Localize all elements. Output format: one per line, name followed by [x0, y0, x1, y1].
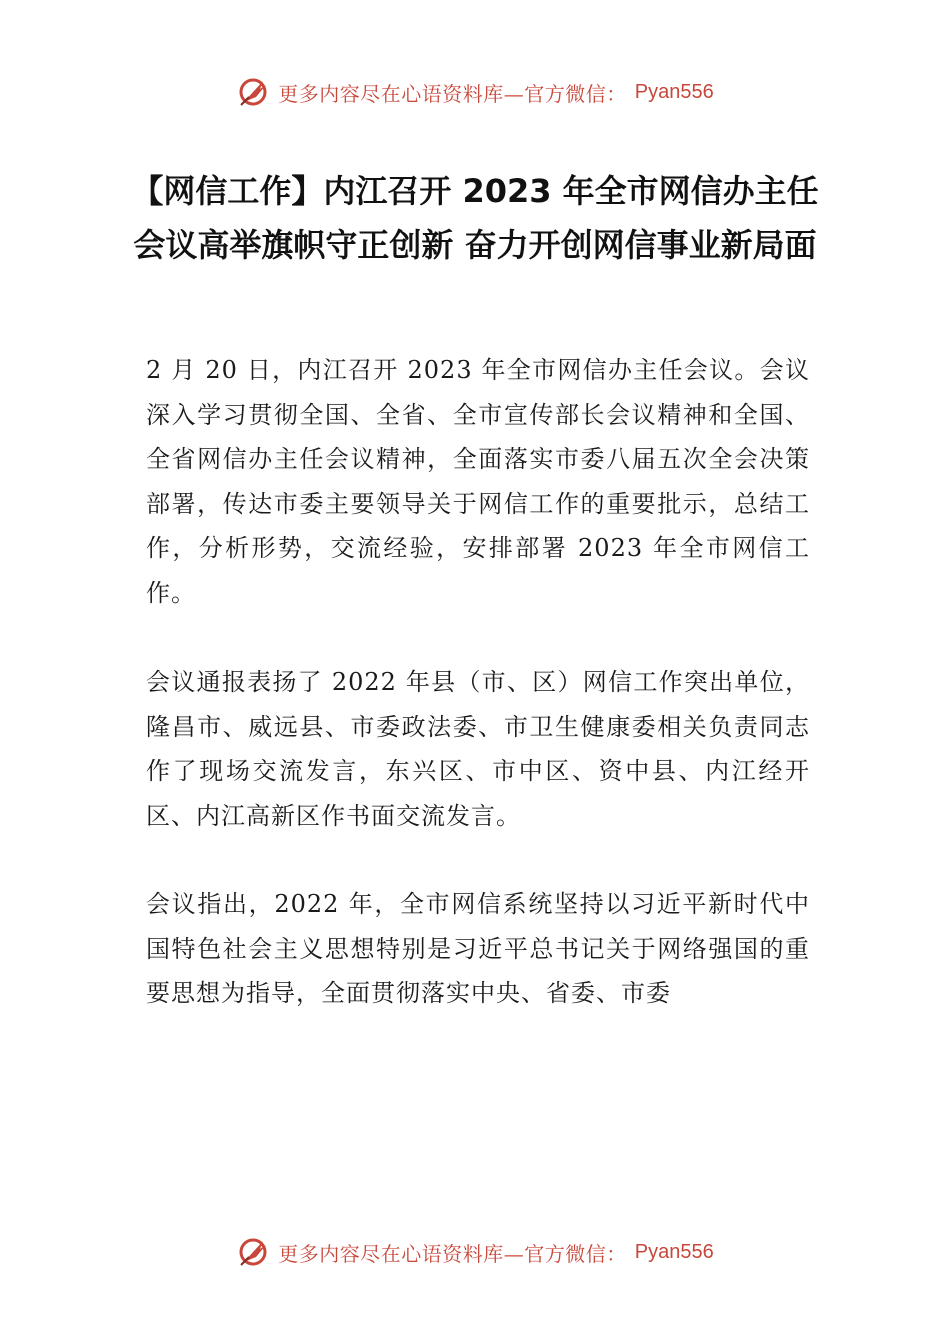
- footer-banner: [0, 1232, 950, 1272]
- paragraph-3: 会议指出，2022 年，全市网信系统坚持以习近平新时代中国特色社会主义思想特别是习近平总书记关于网络强国的重要思想为指导，全面贯彻落实中央、省委、市委: [146, 890, 810, 1008]
- header-banner-text: 更多内容尽在心语资料库—官方微信：: [278, 81, 627, 106]
- header-banner: [0, 72, 950, 112]
- header-banner-wechat-id: Pyan556: [634, 80, 714, 103]
- footer-banner-text: 更多内容尽在心语资料库—官方微信：: [278, 1241, 627, 1266]
- quill-logo-icon: [236, 1235, 270, 1269]
- paragraph-2: 会议通报表扬了 2022 年县（市、区）网信工作突出单位， 隆昌市、威远县、市委政法委、市卫生健康委相关负责同志作了现场交流发言，东兴区、市中区、资中县、内江经开区、内江高新区作书面交流发言。: [146, 668, 810, 830]
- quill-logo-icon: [236, 75, 270, 109]
- paragraph-1: 2 月 20 日，内江召开 2023 年全市网信办主任会议。会议深入学习贯彻全国、全省、全市宣传部长会议精神和全国、全省网信办主任会议精神，全面落实市委八届五次全会决策部署，传达市委主要领导关于网信工作的重要批示，总结工作，分析形势，交流经验，安排部署 2023 年全市网信工作。: [146, 356, 810, 607]
- footer-banner-wechat-id: Pyan556: [634, 1240, 714, 1263]
- document-title: 【网信工作】内江召开 2023 年全市网信办主任会议高举旗帜守正创新 奋力开创网信事业新局面: [131, 172, 819, 264]
